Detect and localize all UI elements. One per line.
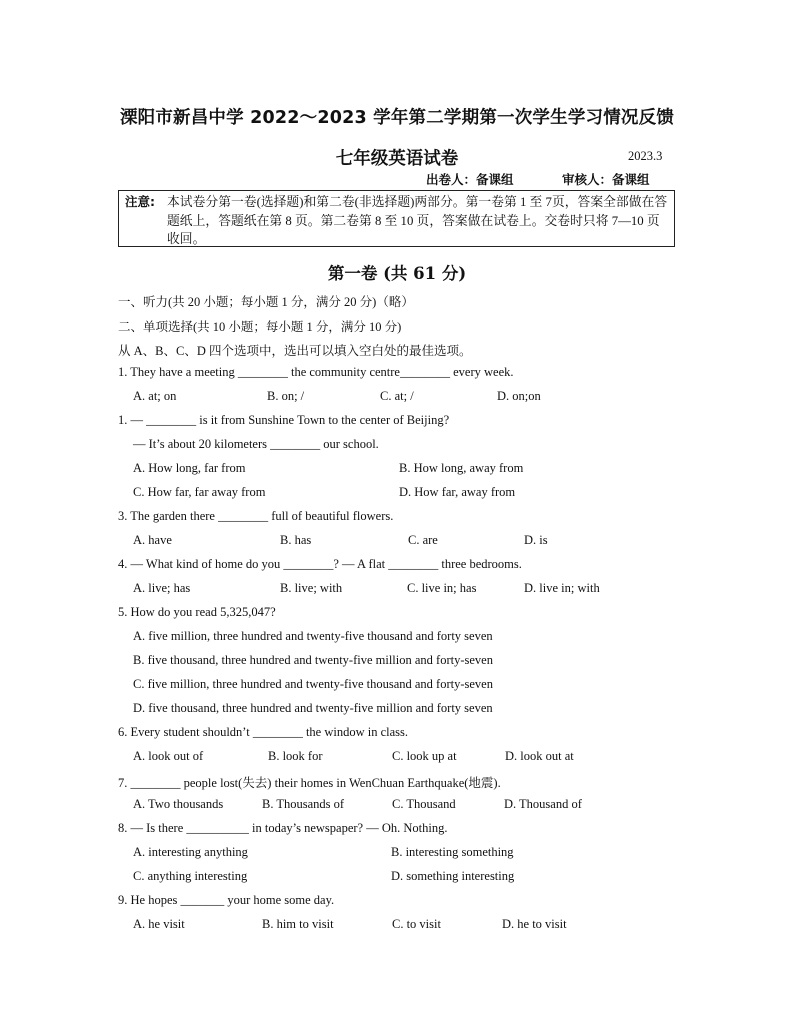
exam-date: 2023.3	[628, 149, 663, 163]
notice-label: 注意:	[125, 194, 155, 209]
option-a: A. have	[133, 533, 172, 547]
option-c: C. How far, far away from	[133, 485, 266, 499]
author-line	[426, 170, 650, 188]
question-stem: 7. ________ people lost(失去) their homes in WenChuan Earthquake(地震).	[118, 776, 501, 790]
option-a: A. five million, three hundred and twenty-five thousand and forty seven	[133, 629, 493, 643]
option-d: D. Thousand of	[504, 797, 582, 811]
reviewer: 审核人：备课组	[562, 172, 650, 187]
question-stem: 5. How do you read 5,325,047?	[118, 605, 276, 619]
option-c: C. are	[408, 533, 438, 547]
notice-text: 本试卷分第一卷(选择题)和第二卷(非选择题)两部分。第一卷第 1 至 7页，答案全部做在答题纸上，答题纸在第 8 页。第二卷第 8 至 10 页，答案做在试卷上。交卷时只将 7—10 页收回。	[167, 195, 668, 246]
option-c: C. at; /	[380, 389, 414, 403]
exam-subtitle: 七年级英语试卷	[335, 149, 459, 169]
option-c: C. to visit	[392, 917, 441, 931]
part1-heading: 一、听力(共 20 小题；每小题 1 分，满分 20 分)（略）	[118, 295, 414, 309]
notice-box	[118, 190, 675, 247]
option-a: A. at; on	[133, 389, 177, 403]
option-d: D. he to visit	[502, 917, 567, 931]
option-d: D. something interesting	[391, 869, 515, 883]
option-c: C. five million, three hundred and twenty-five thousand and forty-seven	[133, 677, 493, 691]
question-stem: 1. They have a meeting ________ the community centre________ every week.	[118, 365, 514, 379]
author: 出卷人：备课组	[426, 172, 514, 187]
option-b: B. five thousand, three hundred and twenty-five million and forty-seven	[133, 653, 493, 667]
option-b: B. interesting something	[391, 845, 514, 859]
option-d: D. on;on	[497, 389, 541, 403]
option-d: D. How far, away from	[399, 485, 516, 499]
question-stem: 3. The garden there ________ full of beautiful flowers.	[118, 509, 394, 523]
instruction: 从 A、B、C、D 四个选项中，选出可以填入空白处的最佳选项。	[118, 344, 472, 358]
option-b: B. live; with	[280, 581, 343, 595]
option-b: B. look for	[268, 749, 323, 763]
option-a: A. Two thousands	[133, 797, 224, 811]
question-stem: 8. — Is there __________ in today’s newspaper? — Oh. Nothing.	[118, 821, 448, 835]
option-d: D. live in; with	[524, 581, 600, 595]
option-c: C. anything interesting	[133, 869, 248, 883]
question-stem-2: — It’s about 20 kilometers ________ our school.	[133, 437, 379, 451]
question-stem: 9. He hopes _______ your home some day.	[118, 893, 335, 907]
section-title: 第一卷 (共 61 分)	[327, 264, 467, 283]
question-stem: 1. — ________ is it from Sunshine Town to the center of Beijing?	[118, 413, 450, 427]
option-b: B. him to visit	[262, 917, 334, 931]
question-stem: 6. Every student shouldn’t ________ the window in class.	[118, 725, 409, 739]
option-b: B. on; /	[267, 389, 305, 403]
option-c: C. look up at	[392, 749, 457, 763]
option-b: B. Thousands of	[262, 797, 345, 811]
option-d: D. look out at	[505, 749, 574, 763]
option-c: C. Thousand	[392, 797, 456, 811]
question-stem: 4. — What kind of home do you ________? — A flat ________ three bedrooms.	[118, 557, 522, 571]
option-b: B. How long, away from	[399, 461, 524, 475]
option-d: D. five thousand, three hundred and twenty-five million and forty seven	[133, 701, 493, 715]
option-b: B. has	[280, 533, 312, 547]
exam-title: 溧阳市新昌中学 2022～2023 学年第二学期第一次学生学习情况反馈	[119, 108, 675, 128]
part2-heading: 二、单项选择(共 10 小题；每小题 1 分，满分 10 分)	[118, 320, 402, 334]
option-c: C. live in; has	[407, 581, 477, 595]
option-a: A. How long, far from	[133, 461, 246, 475]
option-a: A. interesting anything	[133, 845, 248, 859]
option-a: A. he visit	[133, 917, 185, 931]
option-a: A. live; has	[133, 581, 191, 595]
option-d: D. is	[524, 533, 548, 547]
option-a: A. look out of	[133, 749, 204, 763]
